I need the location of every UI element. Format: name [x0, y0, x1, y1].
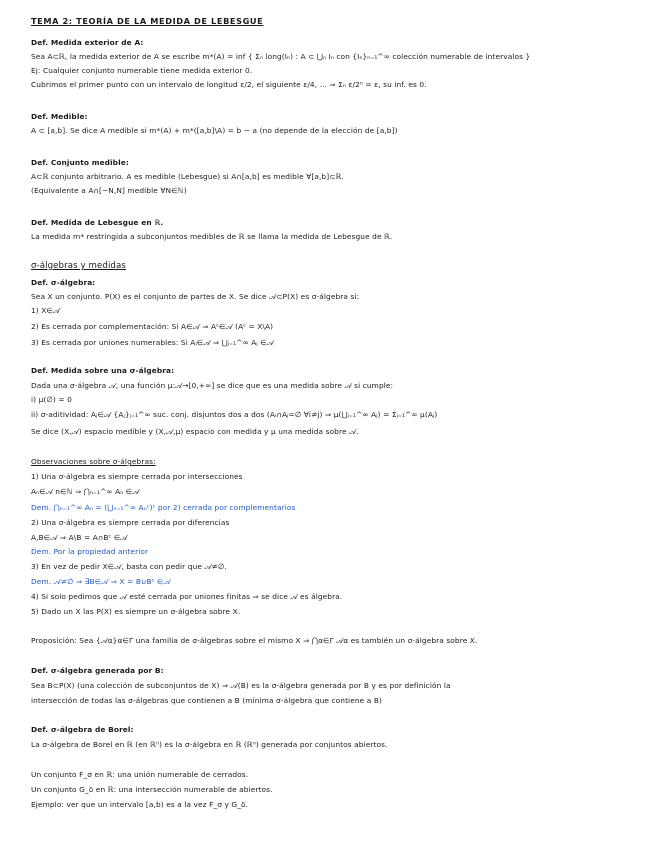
f-sigma-definition: Un conjunto F_σ en ℝ: una unión numerable de cerrados.: [31, 770, 249, 779]
f-sigma-g-delta-example: Ejemplo: ver que un intervalo [a,b) es a la vez F_σ y G_δ.: [31, 800, 249, 809]
observation-2: 2) Una σ-álgebra es siempre cerrada por diferencias: [31, 518, 230, 527]
observation-1-formula: Aₙ∈𝒜 n∈ℕ ⇒ ⋂ₙ₌₁^∞ Aₙ ∈𝒜: [31, 487, 140, 496]
outer-measure-definition: Sea A⊂ℝ, la medida exterior de A se escribe m*(A) = inf { Σₙ long(Iₙ) : A ⊂ ⋃ₙ Iₙ con {Iₙ}ₙ₌₁^∞ colección numerable de intervalos }: [31, 52, 531, 61]
lebesgue-measure-heading: Def. Medida de Lebesgue en ℝ.: [31, 218, 164, 227]
observation-1-proof: Dem. ⋂ₙ₌₁^∞ Aₙ = (⋃ₙ₌₁^∞ Aₙᶜ)ᶜ por 2) cerrada por complementarios: [31, 503, 296, 512]
sigma-algebra-item-1: 1) X∈𝒜: [31, 306, 61, 315]
measurable-heading: Def. Medible:: [31, 112, 88, 121]
sigma-algebra-item-2: 2) Es cerrada por complementación: Si A∈𝒜 ⇒ Aᶜ∈𝒜 (Aᶜ = X\A): [31, 322, 274, 331]
generated-sigma-definition-2: intersección de todas las σ-álgebras que contienen a B (mínima σ-álgebra que contiene a B): [31, 696, 382, 705]
measure-definition: Dada una σ-álgebra 𝒜, una función μ:𝒜→[0,+∞] se dice que es una medida sobre 𝒜 si cumple:: [31, 381, 394, 390]
borel-definition: La σ-álgebra de Borel en ℝ (en ℝⁿ) es la σ-álgebra en ℝ (ℝⁿ) generada por conjuntos abiertos.: [31, 740, 388, 749]
measurable-definition: A ⊂ [a,b]. Se dice A medible si m*(A) + m*([a,b]\A) = b − a (no depende de la elección de [a,b]): [31, 126, 398, 135]
measurable-set-definition: A⊂ℝ conjunto arbitrario. A es medible (Lebesgue) si A∩[a,b] es medible ∀[a,b]⊂ℝ.: [31, 172, 344, 181]
observation-3: 3) En vez de pedir X∈𝒜, basta con pedir que 𝒜≠∅.: [31, 562, 227, 571]
observation-5: 5) Dado un X las P(X) es siempre un σ-álgebra sobre X.: [31, 607, 241, 616]
outer-measure-heading: Def. Medida exterior de A:: [31, 38, 144, 47]
measurable-set-heading: Def. Conjunto medible:: [31, 158, 129, 167]
proposition: Proposición: Sea {𝒜α}α∈Γ una familia de σ-álgebras sobre el mismo X ⇒ ⋂α∈Γ 𝒜α es también un σ-álgebra sobre X.: [31, 636, 478, 645]
measure-item-2: ii) σ-aditividad: Aⱼ∈𝒜 {Aⱼ}ⱼ₌₁^∞ suc. conj. disjuntos dos a dos (Aᵢ∩Aⱼ=∅ ∀i≠j) ⇒ μ(⋃ⱼ₌₁^∞ Aⱼ) = Σⱼ₌₁^∞ μ(Aⱼ): [31, 410, 438, 419]
outer-measure-example: Ej: Cualquier conjunto numerable tiene medida exterior 0.: [31, 66, 253, 75]
lebesgue-measure-definition: La medida m* restringida a subconjuntos medibles de ℝ se llama la medida de Lebesgue de ℝ.: [31, 232, 393, 241]
observation-2-proof: Dem. Por la propiedad anterior: [31, 547, 149, 556]
measure-item-1: i) μ(∅) = 0: [31, 395, 72, 404]
sigma-algebra-definition: Sea X un conjunto. P(X) es el conjunto de partes de X. Se dice 𝒜⊂P(X) es σ-álgebra si:: [31, 292, 360, 301]
generated-sigma-definition-1: Sea B⊂P(X) (una colección de subconjuntos de X) ⇒ 𝒜(B) es la σ-álgebra generada por B y es por definición la: [31, 681, 451, 690]
sigma-algebra-heading: Def. σ-álgebra:: [31, 278, 96, 287]
generated-sigma-heading: Def. σ-álgebra generada por B:: [31, 666, 164, 675]
measurable-set-equivalent: (Equivalente a A∩[−N,N] medible ∀N∈ℕ): [31, 186, 187, 195]
observations-heading: Observaciones sobre σ-álgebras:: [31, 457, 156, 466]
observation-2-formula: A,B∈𝒜 ⇒ A\B = A∩Bᶜ ∈𝒜: [31, 533, 128, 542]
page-title: TEMA 2: TEORÍA DE LA MEDIDA DE LEBESGUE: [31, 16, 264, 26]
section-heading-sigma-algebras: σ-álgebras y medidas: [31, 261, 126, 271]
sigma-algebra-item-3: 3) Es cerrada por uniones numerables: Si Aⱼ∈𝒜 ⇒ ⋃ⱼ₌₁^∞ Aⱼ ∈𝒜: [31, 338, 274, 347]
outer-measure-proof: Cubrimos el primer punto con un intervalo de longitud ε/2, el siguiente ε/4, ... ⇒ Σₙ ε/2ⁿ = ε, su inf. es 0.: [31, 80, 427, 89]
observation-4: 4) Si solo pedimos que 𝒜 esté cerrada por uniones finitas ⇒ se dice 𝒜 es álgebra.: [31, 592, 343, 601]
g-delta-definition: Un conjunto G_δ en ℝ: una intersección numerable de abiertos.: [31, 785, 273, 794]
observation-1: 1) Una σ-álgebra es siempre cerrada por intersecciones: [31, 472, 243, 481]
measure-heading: Def. Medida sobre una σ-álgebra:: [31, 366, 175, 375]
observation-3-proof: Dem. 𝒜≠∅ ⇒ ∃B∈𝒜 ⇒ X = B∪Bᶜ ∈𝒜: [31, 577, 171, 586]
borel-heading: Def. σ-álgebra de Borel:: [31, 725, 134, 734]
measure-space-note: Se dice (X,𝒜) espacio medible y (X,𝒜,μ) espacio con medida y μ una medida sobre 𝒜.: [31, 427, 359, 436]
